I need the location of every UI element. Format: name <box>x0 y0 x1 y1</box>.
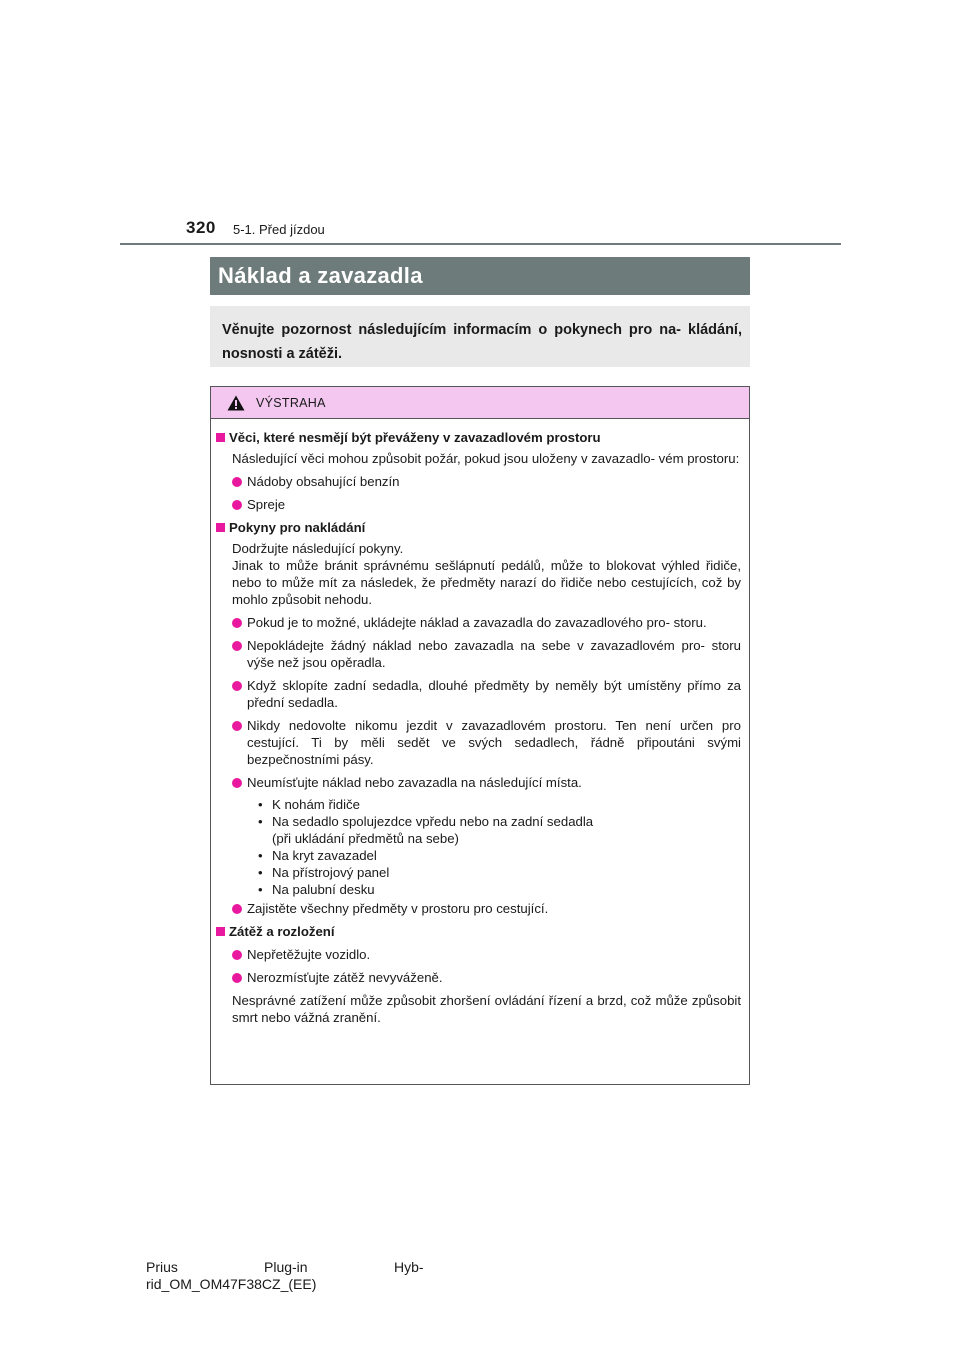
circle-bullet-icon <box>232 681 242 691</box>
sub-list-item: • Na kryt zavazadel <box>258 848 377 863</box>
sub-list-item: • K nohám řidiče <box>258 797 360 812</box>
list-item-text: Zajistěte všechny předměty v prostoru pro cestující. <box>247 901 549 916</box>
circle-bullet-icon <box>232 973 242 983</box>
section-heading <box>216 923 741 940</box>
sub-list-item: • Na palubní desku <box>258 882 375 897</box>
list-item <box>232 677 741 711</box>
sub-list-item-continuation: (při ukládání předmětů na sebe) <box>272 831 459 846</box>
sub-list-item: • Na přístrojový panel <box>258 865 390 880</box>
circle-bullet-icon <box>232 904 242 914</box>
sub-list-item-text: Na sedadlo spolujezdce vpředu nebo na zadní sedadla <box>272 814 594 829</box>
page-title: Náklad a zavazadla <box>210 257 750 295</box>
footer-word: Hyb- <box>394 1259 424 1275</box>
warning-box <box>210 386 750 1085</box>
list-item-text: Spreje <box>247 497 286 512</box>
list-item-text: Nerozmísťujte zátěž nevyváženě. <box>247 970 443 985</box>
list-item-text: Nikdy nedovolte nikomu jezdit v zavazadlovém prostoru. Ten není určen pro cestující. Ti by měli sedět ve svých sedadlech, řádně připoutáni svými bezpečnostními pásy. <box>247 718 741 767</box>
list-item-text: Nádoby obsahující benzín <box>247 474 400 489</box>
list-item-text: Nepokládejte žádný náklad nebo zavazadla na sebe v zavazadlovém pro- storu výše než jsou opěradla. <box>247 638 741 670</box>
warning-header <box>211 387 749 419</box>
list-item <box>232 473 741 490</box>
list-item <box>232 614 741 631</box>
paragraph: Následující věci mohou způsobit požár, pokud jsou uloženy v zavazadlo- vém prostoru: <box>232 451 740 466</box>
circle-bullet-icon <box>232 477 242 487</box>
footer-line <box>146 1259 424 1276</box>
warning-body <box>211 419 749 1026</box>
list-item <box>232 900 741 917</box>
sub-list-item-text: Na palubní desku <box>272 882 375 897</box>
circle-bullet-icon <box>232 778 242 788</box>
heading-text: Pokyny pro nakládání <box>229 520 366 535</box>
list-item-text: Nepřetěžujte vozidlo. <box>247 947 371 962</box>
intro-box: Věnujte pozornost následujícím informacím o pokynech pro na- kládání, nosnosti a zátěži. <box>210 306 750 367</box>
circle-bullet-icon <box>232 950 242 960</box>
list-item <box>232 717 741 768</box>
paragraph: Dodržujte následující pokyny. <box>232 541 404 556</box>
heading-text: Věci, které nesmějí být převáženy v zavazadlovém prostoru <box>229 430 601 445</box>
list-item <box>232 969 741 986</box>
list-item-text: Pokud je to možné, ukládejte náklad a zavazadla do zavazadlového pro- storu. <box>247 615 707 630</box>
circle-bullet-icon <box>232 618 242 628</box>
header-rule <box>120 243 841 245</box>
paragraph: Jinak to může bránit správnému sešlápnutí pedálů, může to blokovat výhled řidiče, nebo to může mít za následek, že předměty narazí do řidiče nebo cestujících, což by mohlo způsobit nehodu. <box>232 558 741 607</box>
warning-triangle-icon <box>227 395 245 411</box>
section-label: 5-1. Před jízdou <box>233 222 325 237</box>
list-item <box>232 774 741 791</box>
list-item-text: Neumísťujte náklad nebo zavazadla na následující místa. <box>247 775 582 790</box>
circle-bullet-icon <box>232 500 242 510</box>
square-bullet-icon <box>216 433 225 442</box>
circle-bullet-icon <box>232 641 242 651</box>
footer <box>146 1259 424 1293</box>
section-heading <box>216 429 741 446</box>
list-item <box>232 496 741 513</box>
sub-list-item-text: Na kryt zavazadel <box>272 848 377 863</box>
square-bullet-icon <box>216 927 225 936</box>
sub-list <box>258 796 741 898</box>
circle-bullet-icon <box>232 721 242 731</box>
paragraph: Nesprávné zatížení může způsobit zhoršení ovládání řízení a brzd, což může způsobit smrt nebo vážná zranění. <box>232 993 741 1025</box>
heading-text: Zátěž a rozložení <box>229 924 335 939</box>
sub-list-item-text: K nohám řidiče <box>272 797 360 812</box>
page-number: 320 <box>186 218 216 237</box>
footer-word: Plug-in <box>264 1259 308 1275</box>
warning-label: VÝSTRAHA <box>256 395 326 410</box>
square-bullet-icon <box>216 523 225 532</box>
list-item <box>232 946 741 963</box>
list-item-text: Když sklopíte zadní sedadla, dlouhé předměty by neměly být umístěny přímo za přední sedadla. <box>247 678 741 710</box>
sub-list-item-text: Na přístrojový panel <box>272 865 390 880</box>
list-item <box>232 637 741 671</box>
footer-line: rid_OM_OM47F38CZ_(EE) <box>146 1276 317 1292</box>
section-heading <box>216 519 741 536</box>
footer-word: Prius <box>146 1259 178 1275</box>
sub-list-item: • Na sedadlo spolujezdce vpředu nebo na zadní sedadla <box>258 814 594 829</box>
